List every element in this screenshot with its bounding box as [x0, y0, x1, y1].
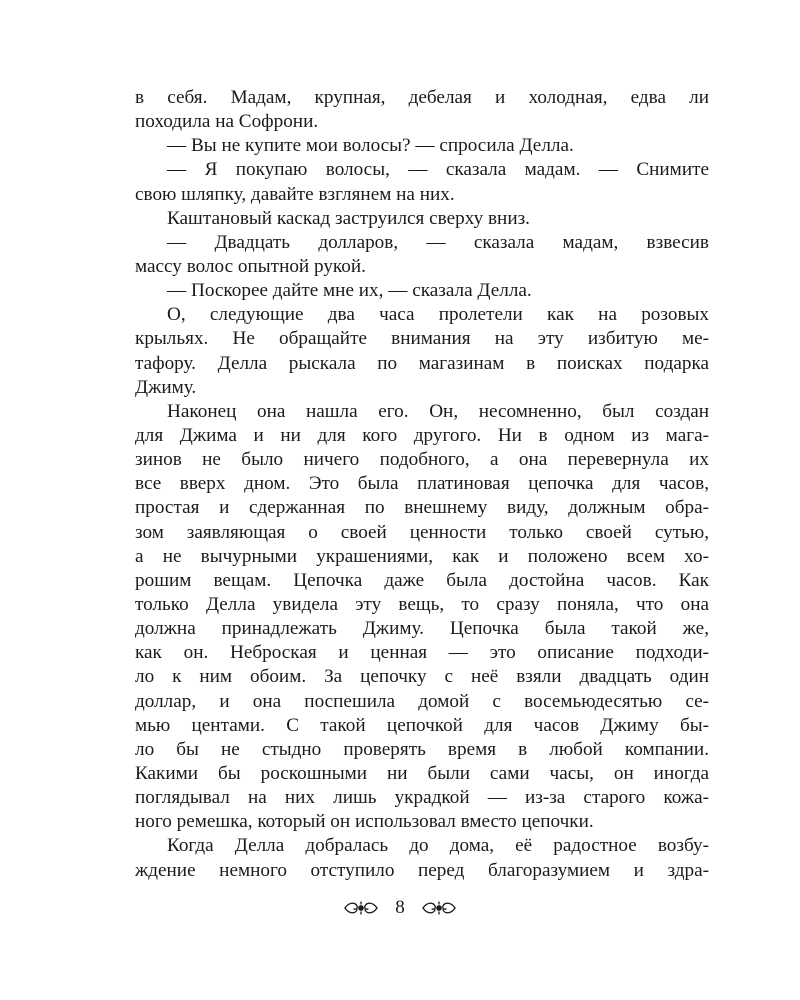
text-line: только Делла увидела эту вещь, то сразу поняла, что она [135, 593, 709, 615]
text-line: в себя. Мадам, крупная, дебелая и холодная, едва ли [135, 87, 709, 108]
text-line: массу волос опытной рукой. [135, 255, 366, 277]
text-line: поглядывал на них лишь украдкой — из-за старого кожа- [135, 787, 709, 809]
text-line: простая и сдержанная по внешнему виду, должным обра- [135, 497, 709, 519]
text-line: Какими бы роскошными ни были сами часы, он иногда [135, 762, 709, 784]
text-line: свою шляпку, давайте взглянем на них. [135, 183, 455, 205]
text-line: — Поскорее дайте мне их, — сказала Делла. [167, 280, 532, 302]
text-line: Когда Делла добралась до дома, её радостное возбу- [167, 835, 709, 857]
text-line: Джиму. [135, 376, 197, 398]
right-fleuron-icon [421, 899, 457, 917]
page-footer [0, 893, 800, 923]
text-line: ждение немного отступило перед благоразумием и здра- [135, 859, 709, 881]
text-line: для Джима и ни для кого другого. Ни в одном из мага- [135, 424, 709, 446]
text-line: — Двадцать долларов, — сказала мадам, взвесив [167, 231, 709, 253]
text-line: ло к ним обоим. За цепочку с неё взяли двадцать один [135, 666, 709, 688]
text-line: ного ремешка, который он использовал вместо цепочки. [135, 811, 594, 833]
text-line: зинов не было ничего подобного, а она перевернула их [135, 449, 709, 471]
text-line: должна принадлежать Джиму. Цепочка была такой же, [135, 618, 709, 640]
text-line: Наконец она нашла его. Он, несомненно, был создан [167, 400, 709, 422]
text-line: ло бы не стыдно проверять время в любой компании. [135, 738, 709, 760]
text-line: доллар, и она поспешила домой с восемьюдесятью се- [135, 690, 709, 712]
text-line: а не вычурными украшениями, как и положено всем хо- [135, 545, 709, 567]
body-text [135, 86, 709, 883]
text-line: Каштановый каскад заструился сверху вниз. [167, 207, 530, 229]
text-line: крыльях. Не обращайте внимания на эту избитую ме- [135, 328, 709, 350]
page-number: 8 [395, 897, 405, 918]
text-line: О, следующие два часа пролетели как на розовых [167, 304, 709, 326]
text-line: как он. Неброская и ценная — это описание подходи- [135, 642, 709, 664]
text-line: походила на Софрони. [135, 111, 319, 133]
text-line: зом заявляющая о своей ценности только своей сутью, [135, 521, 709, 543]
text-line: — Вы не купите мои волосы? — спросила Делла. [167, 135, 574, 157]
text-line: рошим вещам. Цепочка даже была достойна часов. Как [135, 569, 709, 591]
text-line: — Я покупаю волосы, — сказала мадам. — Снимите [167, 159, 709, 181]
text-line: тафору. Делла рыскала по магазинам в поисках подарка [135, 352, 709, 374]
left-fleuron-icon [343, 899, 379, 917]
text-line: мью центами. С такой цепочкой для часов Джиму бы- [135, 714, 709, 736]
text-line: все вверх дном. Это была платиновая цепочка для часов, [135, 473, 709, 495]
